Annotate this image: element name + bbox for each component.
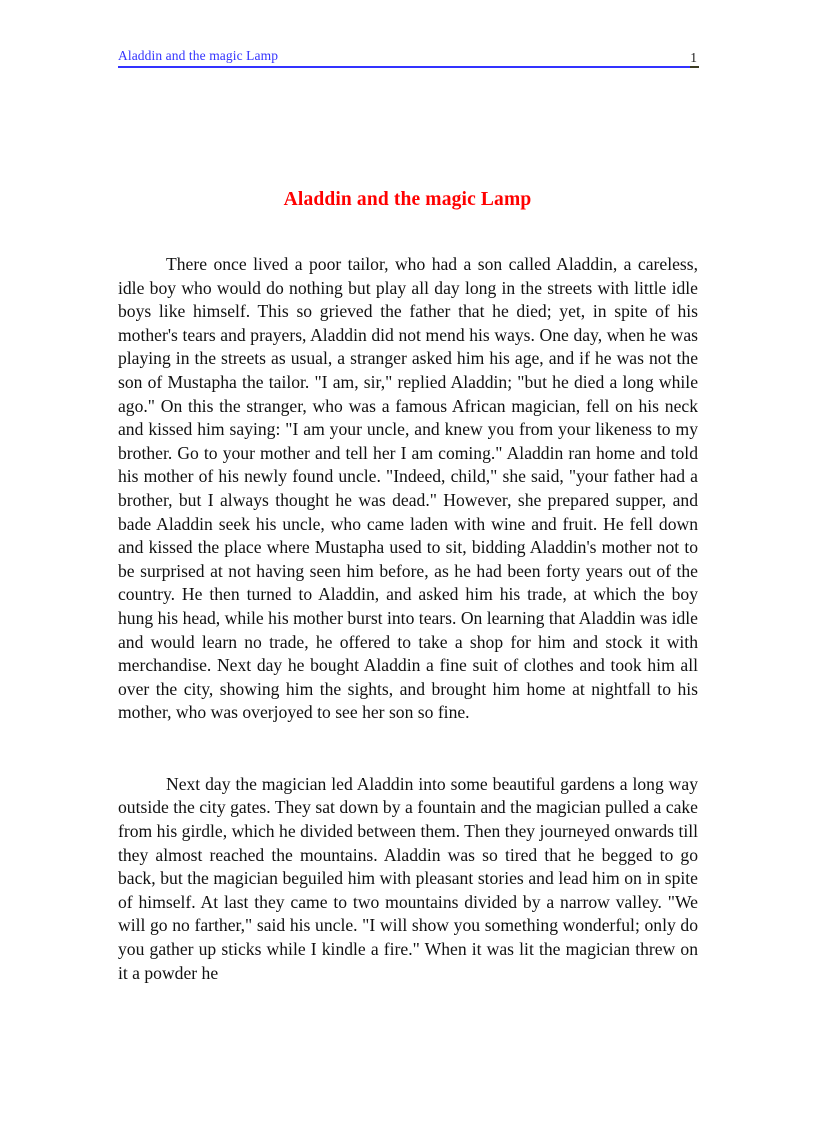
document-body xyxy=(118,253,698,985)
body-paragraph: Next day the magician led Aladdin into some beautiful gardens a long way outside the city gates. They sat down by a fountain and the magician pulled a cake from his girdle, which he divided between them. Then they journeyed onwards till they almost reached the mountains. Aladdin was so tired that he begged to go back, but the magician beguiled him with pleasant stories and lead him on in spite of himself. At last they came to two mountains divided by a narrow valley. "We will go no farther," said his uncle. "I will show you something wonderful; only do you gather up sticks while I kindle a fire." When it was lit the magician threw on it a powder he xyxy=(118,773,698,983)
header-page-number: 1 xyxy=(690,50,697,65)
document-title: Aladdin and the magic Lamp xyxy=(283,189,532,210)
page-number-rule xyxy=(690,66,699,68)
header-title: Aladdin and the magic Lamp xyxy=(118,48,279,63)
header-rule xyxy=(118,66,690,68)
body-paragraph: There once lived a poor tailor, who had a son called Aladdin, a careless, idle boy who would do nothing but play all day long in the streets with little idle boys like himself. This so grieved the father that he died; yet, in spite of his mother's tears and prayers, Aladdin did not mend his ways. One day, when he was playing in the streets as usual, a stranger asked him his age, and if he was not the son of Mustapha the tailor. "I am, sir," replied Aladdin; "but he died a long while ago." On this the stranger, who was a famous African magician, fell on his neck and kissed him saying: "I am your uncle, and knew you from your likeness to my brother. Go to your mother and tell her I am coming." Aladdin ran home and told his mother of his newly found uncle. "Indeed, child," she said, "your father had a brother, but I always thought he was dead." However, she prepared supper, and bade Aladdin seek his uncle, who came laden with wine and fruit. He fell down and kissed the place where Mustapha used to sit, bidding Aladdin's mother not to be surprised at not having seen him before, as he had been forty years out of the country. He then turned to Aladdin, and asked him his trade, at which the boy hung his head, while his mother burst into tears. On learning that Aladdin was idle and would learn no trade, he offered to take a shop for him and stock it with merchandise. Next day he bought Aladdin a fine suit of clothes and took him all over the city, showing him the sights, and brought him home at nightfall to his mother, who was overjoyed to see her son so fine. xyxy=(118,254,698,723)
